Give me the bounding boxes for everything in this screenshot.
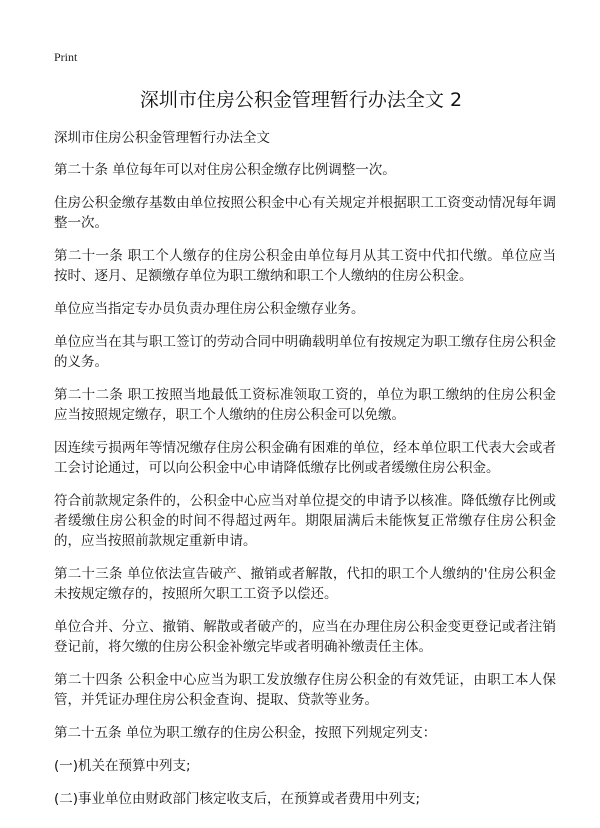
page-title: 深圳市住房公积金管理暂行办法全文 2 [139, 89, 463, 111]
article-23: 第二十三条 单位依法宣告破产、撤销或者解散，代扣的职工个人缴纳的'住房公积金未按规定缴存的，按照所欠职工工资予以偿还。 [54, 566, 556, 602]
print-link[interactable]: Print [54, 50, 78, 64]
article-20-base-adjustment: 住房公积金缴存基数由单位按照公积金中心有关规定并根据职工工资变动情况每年调整一次。 [54, 195, 556, 231]
document-subtitle: 深圳市住房公积金管理暂行办法全文 [54, 130, 270, 146]
article-25: 第二十五条 单位为职工缴存的住房公积金，按照下列规定列支： [54, 725, 437, 741]
article-24: 第二十四条 公积金中心应当为职工发放缴存住房公积金的有效凭证，由职工本人保管，并凭证办理住房公积金查询、提取、贷款等业务。 [54, 672, 556, 708]
document-body [54, 160, 556, 809]
article-25-item-2: (二)事业单位由财政部门核定收支后，在预算或者费用中列支; [54, 791, 421, 807]
article-20: 第二十条 单位每年可以对住房公积金缴存比例调整一次。 [54, 162, 396, 178]
article-21-labor-contract: 单位应当在其与职工签订的劳动合同中明确载明单位有按规定为职工缴存住房公积金的义务。 [54, 334, 556, 370]
article-25-item-1: (一)机关在预算中列支; [54, 758, 191, 774]
article-21-designated-staff: 单位应当指定专办员负责办理住房公积金缴存业务。 [54, 301, 365, 317]
article-23-merger: 单位合并、分立、撤销、解散或者破产的，应当在办理住房公积金变更登记或者注销登记前，将欠缴的住房公积金补缴完毕或者明确补缴责任主体。 [54, 619, 556, 655]
article-22: 第二十二条 职工按照当地最低工资标准领取工资的，单位为职工缴纳的住房公积金应当按照规定缴存，职工个人缴纳的住房公积金可以免缴。 [54, 387, 556, 423]
article-22-hardship: 因连续亏损两年等情况缴存住房公积金确有困难的单位，经本单位职工代表大会或者工会讨论通过，可以向公积金中心申请降低缴存比例或者缓缴住房公积金。 [54, 440, 556, 476]
article-22-approval: 符合前款规定条件的，公积金中心应当对单位提交的申请予以核准。降低缴存比例或者缓缴住房公积金的时间不得超过两年。期限届满后未能恢复正常缴存住房公积金的，应当按照前款规定重新申请。 [54, 493, 556, 549]
article-21: 第二十一条 职工个人缴存的住房公积金由单位每月从其工资中代扣代缴。单位应当按时、逐月、足额缴存单位为职工缴纳和职工个人缴纳的住房公积金。 [54, 248, 556, 284]
